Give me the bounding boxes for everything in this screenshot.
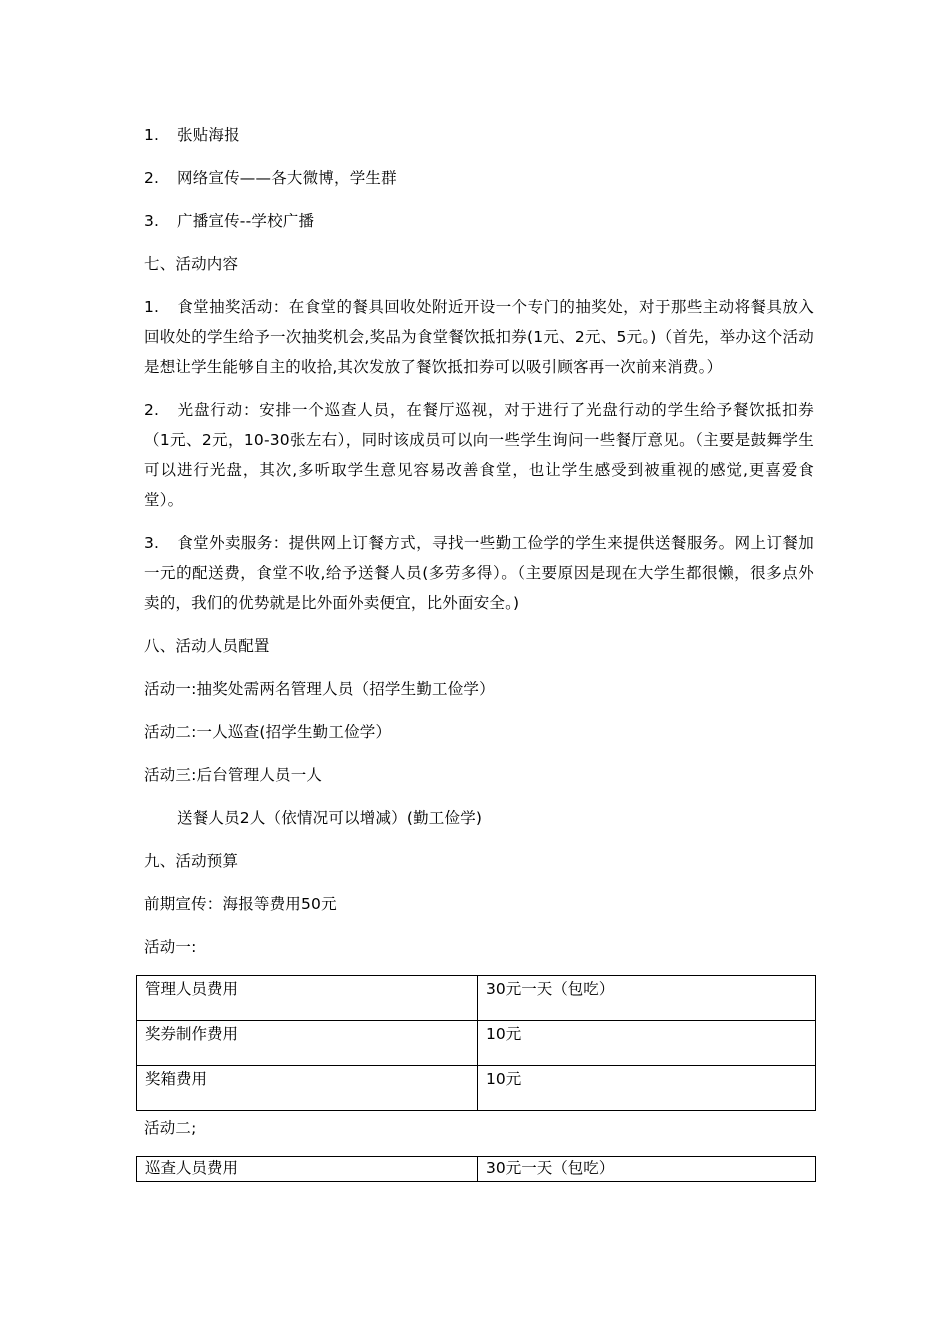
staffing-line: 活动一:抽奖处需两名管理人员（招学生勤工俭学） <box>144 680 495 698</box>
staffing-line-indented: 送餐人员2人（依情况可以增减）(勤工俭学) <box>177 809 483 827</box>
list-number: 2. <box>144 169 160 187</box>
budget-activity-label: 活动一: <box>144 938 197 956</box>
list-text: 光盘行动：安排一个巡查人员，在餐厅巡视，对于进行了光盘行动的学生给予餐饮抵扣券（1元、2元，10-30张左右），同时该成员可以向一些学生询问一些餐厅意见。（主要是鼓舞学生可以进行光盘，其次,多听取学生意见容易改善食堂，也让学生感受到被重视的感觉,更喜爱食堂）。 <box>144 401 814 509</box>
section-heading: 八、活动人员配置 <box>144 637 270 655</box>
document-body <box>144 120 814 1184</box>
table-cell: 巡查人员费用 <box>137 1157 478 1182</box>
list-text: 广播宣传--学校广播 <box>177 212 315 230</box>
table-cell: 30元一天（包吃） <box>478 976 816 1021</box>
list-text: 网络宣传——各大微博，学生群 <box>177 169 397 187</box>
budget-activity-label: 活动二; <box>144 1119 197 1137</box>
list-number: 2. <box>144 401 160 419</box>
table-cell: 管理人员费用 <box>137 976 478 1021</box>
activity-item-lottery <box>144 292 814 382</box>
list-item <box>144 120 814 150</box>
table-cell: 10元 <box>478 1066 816 1111</box>
list-text: 张贴海报 <box>177 126 240 144</box>
list-item <box>144 163 814 193</box>
table-cell: 奖券制作费用 <box>137 1021 478 1066</box>
list-text: 食堂外卖服务：提供网上订餐方式，寻找一些勤工俭学的学生来提供送餐服务。网上订餐加一元的配送费，食堂不收,给予送餐人员(多劳多得）。（主要原因是现在大学生都很懒，很多点外卖的，我们的优势就是比外面外卖便宜，比外面安全。) <box>144 534 814 612</box>
list-number: 3. <box>144 212 160 230</box>
table-row <box>137 1157 816 1182</box>
table-row <box>137 1021 816 1066</box>
table-cell: 10元 <box>478 1021 816 1066</box>
table-row <box>137 976 816 1021</box>
table-cell: 奖箱费用 <box>137 1066 478 1111</box>
table-cell: 30元一天（包吃） <box>478 1157 816 1182</box>
staffing-line: 活动三:后台管理人员一人 <box>144 766 323 784</box>
list-number: 1. <box>144 126 160 144</box>
activity-item-clean-plate <box>144 395 814 515</box>
list-number: 3. <box>144 534 160 552</box>
section-heading: 七、活动内容 <box>144 255 239 273</box>
budget-line: 前期宣传：海报等费用50元 <box>144 895 337 913</box>
list-text: 食堂抽奖活动：在食堂的餐具回收处附近开设一个专门的抽奖处，对于那些主动将餐具放入回收处的学生给予一次抽奖机会,奖品为食堂餐饮抵扣券(1元、2元、5元。)（首先，举办这个活动是想让学生能够自主的收拾,其次发放了餐饮抵扣券可以吸引顾客再一次前来消费。） <box>144 298 814 376</box>
list-item <box>144 206 814 236</box>
section-heading: 九、活动预算 <box>144 852 239 870</box>
table-row <box>137 1066 816 1111</box>
budget-table-activity-1 <box>136 975 816 1111</box>
list-number: 1. <box>144 298 160 316</box>
activity-item-takeout <box>144 528 814 618</box>
budget-table-activity-2 <box>136 1156 816 1182</box>
staffing-line: 活动二:一人巡查(招学生勤工俭学） <box>144 723 392 741</box>
